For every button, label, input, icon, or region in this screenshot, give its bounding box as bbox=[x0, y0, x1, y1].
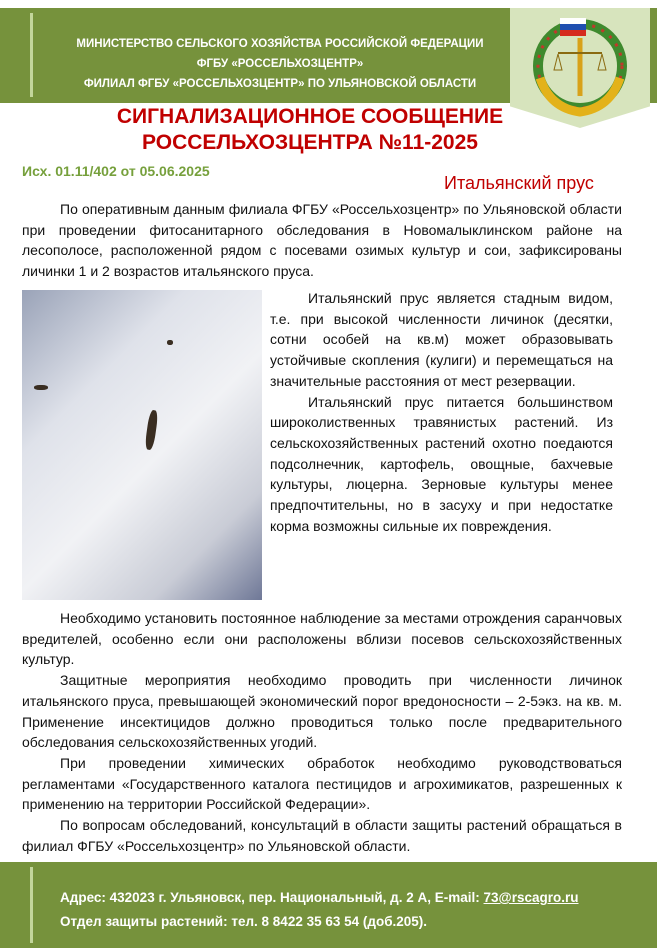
footer-divider bbox=[30, 867, 33, 943]
body-text-1: Необходимо установить постоянное наблюдение за местами отрождения саранчовых вредителей, особенно если они расположены вблизи посевов сельскохозяйственных культур. bbox=[22, 610, 622, 668]
address-line bbox=[60, 886, 579, 910]
title-line-1: СИГНАЛИЗАЦИОННОЕ СООБЩЕНИЕ bbox=[116, 105, 504, 128]
body-text-4: По вопросам обследований, консультаций в области защиты растений обращаться в филиал ФГБУ «Россельхозцентр» по Ульяновской области. bbox=[22, 817, 622, 854]
larva bbox=[167, 340, 173, 345]
larva bbox=[144, 410, 158, 451]
phone-line: Отдел защиты растений: тел. 8 8422 35 63 54 (доб.205). bbox=[60, 914, 428, 929]
address-text: Адрес: 432023 г. Ульяновск, пер. Национальный, д. 2 А, E-mail: bbox=[60, 890, 484, 905]
pest-name: Итальянский прус bbox=[444, 173, 594, 193]
side-paragraphs bbox=[270, 288, 613, 536]
org-name: ФГБУ «РОССЕЛЬХОЗЦЕНТР» bbox=[196, 58, 364, 70]
body-text-2: Защитные мероприятия необходимо проводить при численности личинок итальянского пруса, превышающей экономический порог вредоносности – 2-5экз. на кв. м. Применение инсектицидов должно проводиться только после предварительного обследования сельскохозяйственных угодий. bbox=[22, 672, 622, 751]
body-text-3: При проведении химических обработок необходимо руководствоваться регламентами «Государственного каталога пестицидов и агрохимикатов, разрешенных к применению на территории Российской Федерации». bbox=[22, 754, 622, 813]
side-text-2: Итальянский прус питается большинством широколиственных травянистых растений. Из сельскохозяйственных растений охотно поедаются подсолнечник, картофель, овощные, бахчевые культуры, люцерна. Зерновые культуры менее предпочтительны, но в засуху и при недостатке корма возможны сильные их повреждения. bbox=[270, 393, 613, 534]
ministry-name: МИНИСТЕРСТВО СЕЛЬСКОГО ХОЗЯЙСТВА РОССИЙСКОЙ ФЕДЕРАЦИИ bbox=[76, 38, 484, 50]
document-title bbox=[60, 104, 560, 156]
header-divider bbox=[30, 13, 33, 97]
recommendations bbox=[22, 608, 622, 856]
side-text-1: Итальянский прус является стадным видом, т.е. при высокой численности личинок (десятки, сотни особей на кв.м) может образовывать устойчивые скопления (кулиги) и перемещаться на значительные расстояния от мест резервации. bbox=[270, 290, 613, 389]
larva bbox=[34, 385, 48, 390]
intro-paragraph bbox=[22, 199, 622, 282]
email-link[interactable]: 73@rscagro.ru bbox=[483, 890, 579, 905]
title-line-2: РОССЕЛЬХОЗЦЕНТРА №11-2025 bbox=[142, 131, 478, 154]
footer-band bbox=[0, 862, 657, 948]
branch-name: ФИЛИАЛ ФГБУ «РОССЕЛЬХОЗЦЕНТР» ПО УЛЬЯНОВСКОЙ ОБЛАСТИ bbox=[83, 78, 477, 90]
locust-photo bbox=[22, 290, 262, 600]
outgoing-reference: Исх. 01.11/402 от 05.06.2025 bbox=[22, 163, 210, 179]
intro-text: По оперативным данным филиала ФГБУ «Россельхозцентр» по Ульяновской области при проведении фитосанитарного обследования в Новомалыклинском районе на лесополосе, расположенной рядом с посевами озимых культур и сои, зафиксированы личинки 1 и 2 возрастов итальянского пруса. bbox=[22, 201, 622, 280]
